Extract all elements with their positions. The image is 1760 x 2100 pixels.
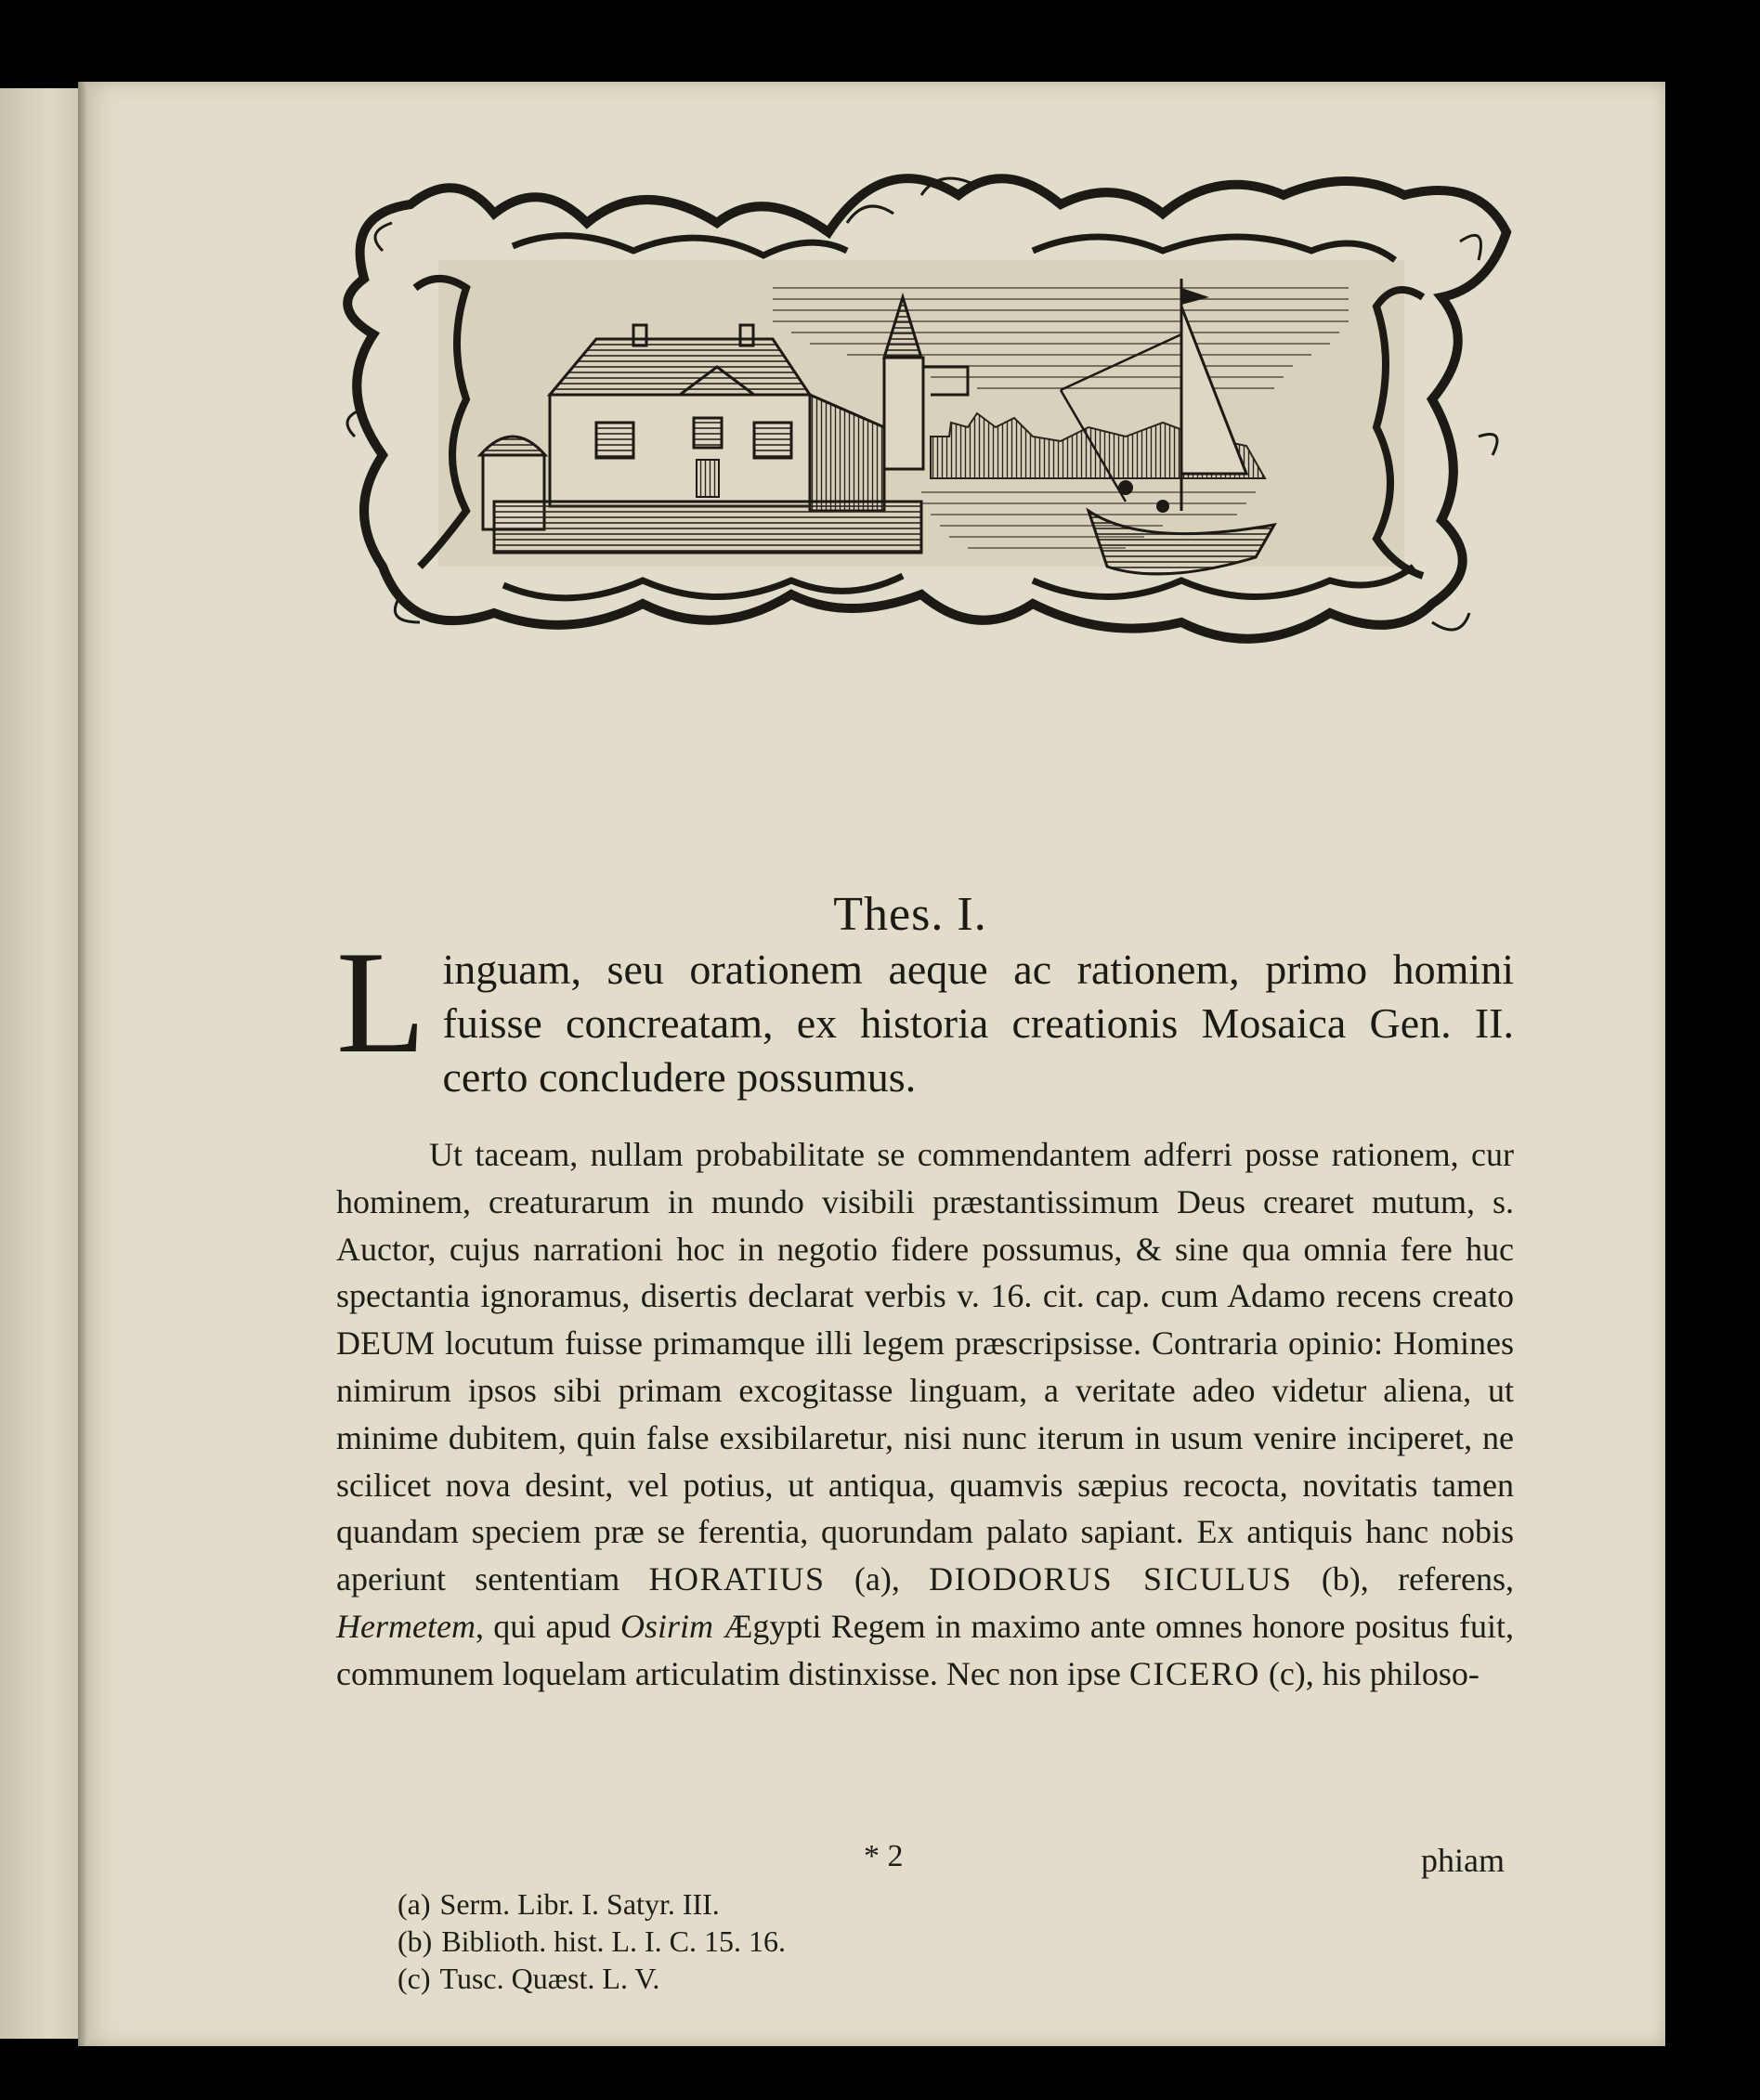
footnote-mark: (a) (398, 1887, 431, 1921)
footnote (398, 1960, 786, 1997)
footnote-text: Serm. Libr. I. Satyr. III. (439, 1887, 720, 1921)
footnote-text: Tusc. Quæst. L. V. (439, 1962, 660, 1995)
thesis-heading: Thes. I. (833, 888, 987, 941)
footnote-text: Biblioth. hist. L. I. C. 15. 16. (441, 1924, 786, 1958)
thesis-statement-text: inguam, seu orationem aeque ac rationem, primo homini fuisse concreatam, ex historia creationis Mosaica Gen. II. certo concludere possumus. (442, 946, 1514, 1101)
thesis-statement (336, 921, 1514, 1104)
body-text-4: , qui apud (475, 1607, 611, 1645)
body-text-6: (c), his philoso- (1268, 1654, 1480, 1692)
body-text-3: (b), referens, (1321, 1560, 1515, 1598)
name-cicero: CICERO (1128, 1654, 1260, 1692)
signature-mark: * 2 (864, 1839, 904, 1873)
drop-cap: L (336, 921, 426, 1084)
name-horatius: HORATIUS (648, 1560, 826, 1598)
footnote-mark: (c) (398, 1962, 431, 1995)
body-paragraph (336, 1131, 1514, 1698)
footnote (398, 1923, 786, 1960)
footnotes (398, 1885, 786, 1997)
body-text-1: Ut taceam, nullam probabilitate se commendantem adferri posse rationem, cur hominem, creaturarum in mundo visibili præstantissimum Deus crearet mutum, s. Auctor, cujus narrationi hoc in negotio fidere possumus, & sine qua omnia fere huc spectantia ignoramus, disertis declarat verbis v. 16. cit. cap. cum Adamo recens creato DEUM locutum fuisse primamque illi legem præscripsisse. Contraria opinio: Homines nimirum ipsos sibi primam excogitasse linguam, a veritate adeo videtur aliena, ut minime dubitem, quin false exsibilaretur, nisi nunc iterum in usum venire inciperet, ne scilicet nova desint, vel potius, ut antiqua, quamvis sæpius recocta, novitatis tamen quandam speciem præ se ferentia, quorundam palato sapiant. Ex antiquis hanc nobis aperiunt sententiam (336, 1136, 1514, 1598)
name-diodorus: DIODORUS SICULUS (929, 1560, 1293, 1598)
body-text-2: (a), (854, 1560, 900, 1598)
catchword: phiam (1421, 1842, 1505, 1879)
name-hermetem: Hermetem (336, 1607, 476, 1645)
name-osirim: Osirim (619, 1607, 713, 1645)
body-text-5: Ægypti Regem in maximo ante omnes honore positus fuit, communem loquelam articulatim distinxisse. Nec non ipse (336, 1607, 1514, 1692)
footnote (398, 1885, 786, 1923)
footnote-mark: (b) (398, 1924, 433, 1958)
